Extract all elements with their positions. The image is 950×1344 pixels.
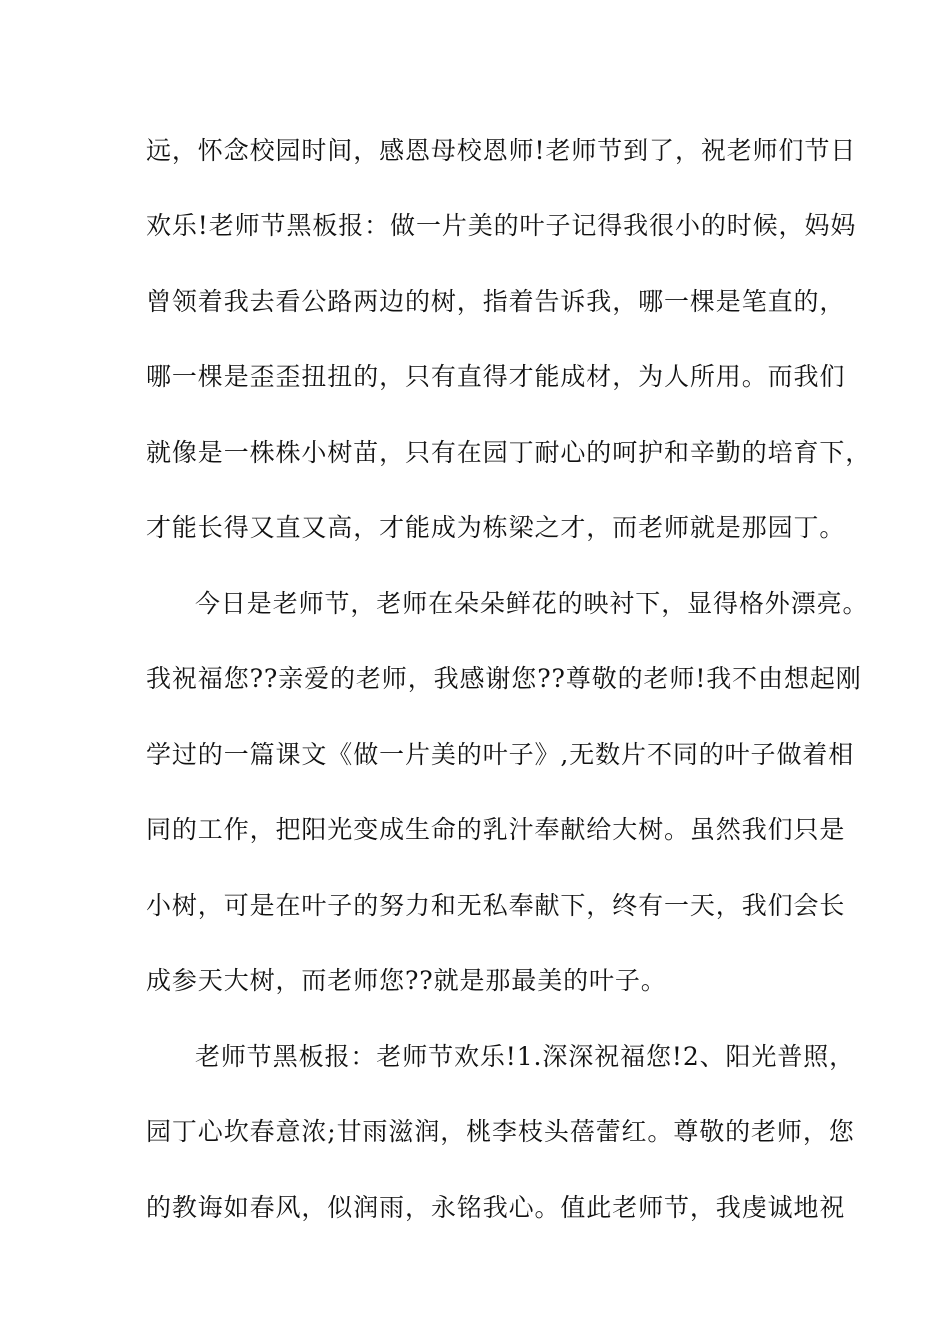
text-line: 园丁心坎春意浓;甘雨滋润，桃李枝头蓓蕾红。尊敬的老师，您 [146,1117,855,1146]
text-line: 欢乐!老师节黑板报：做一片美的叶子记得我很小的时候，妈妈 [146,211,857,240]
text-line: 远，怀念校园时间，感恩母校恩师!老师节到了，祝老师们节日 [146,136,857,165]
text-line: 哪一棵是歪歪扭扭的，只有直得才能成材，为人所用。而我们 [146,362,846,391]
text-line: 同的工作，把阳光变成生命的乳汁奉献给大树。虽然我们只是 [146,815,846,844]
text-line: 的教诲如春风，似润雨，永铭我心。值此老师节，我虔诚地祝 [146,1193,846,1222]
text-line: 就像是一株株小树苗，只有在园丁耐心的呵护和辛勤的培育下， [146,438,872,467]
text-line: 才能长得又直又高，才能成为栋梁之才，而老师就是那园丁。 [146,513,846,542]
text-line: 学过的一篇课文《做一片美的叶子》,无数片不同的叶子做着相 [146,740,855,769]
text-line: 成参天大树，而老师您??就是那最美的叶子。 [146,966,667,995]
text-line: 小树，可是在叶子的努力和无私奉献下，终有一天，我们会长 [146,891,846,920]
text-line: 我祝福您??亲爱的老师，我感谢您??尊敬的老师!我不由想起刚 [146,664,862,693]
text-line: 曾领着我去看公路两边的树，指着告诉我，哪一棵是笔直的， [146,287,846,316]
paragraph-first-line: 老师节黑板报：老师节欢乐!1.深深祝福您!2、阳光普照， [195,1042,856,1071]
paragraph-first-line: 今日是老师节，老师在朵朵鲜花的映衬下，显得格外漂亮。 [195,589,869,618]
